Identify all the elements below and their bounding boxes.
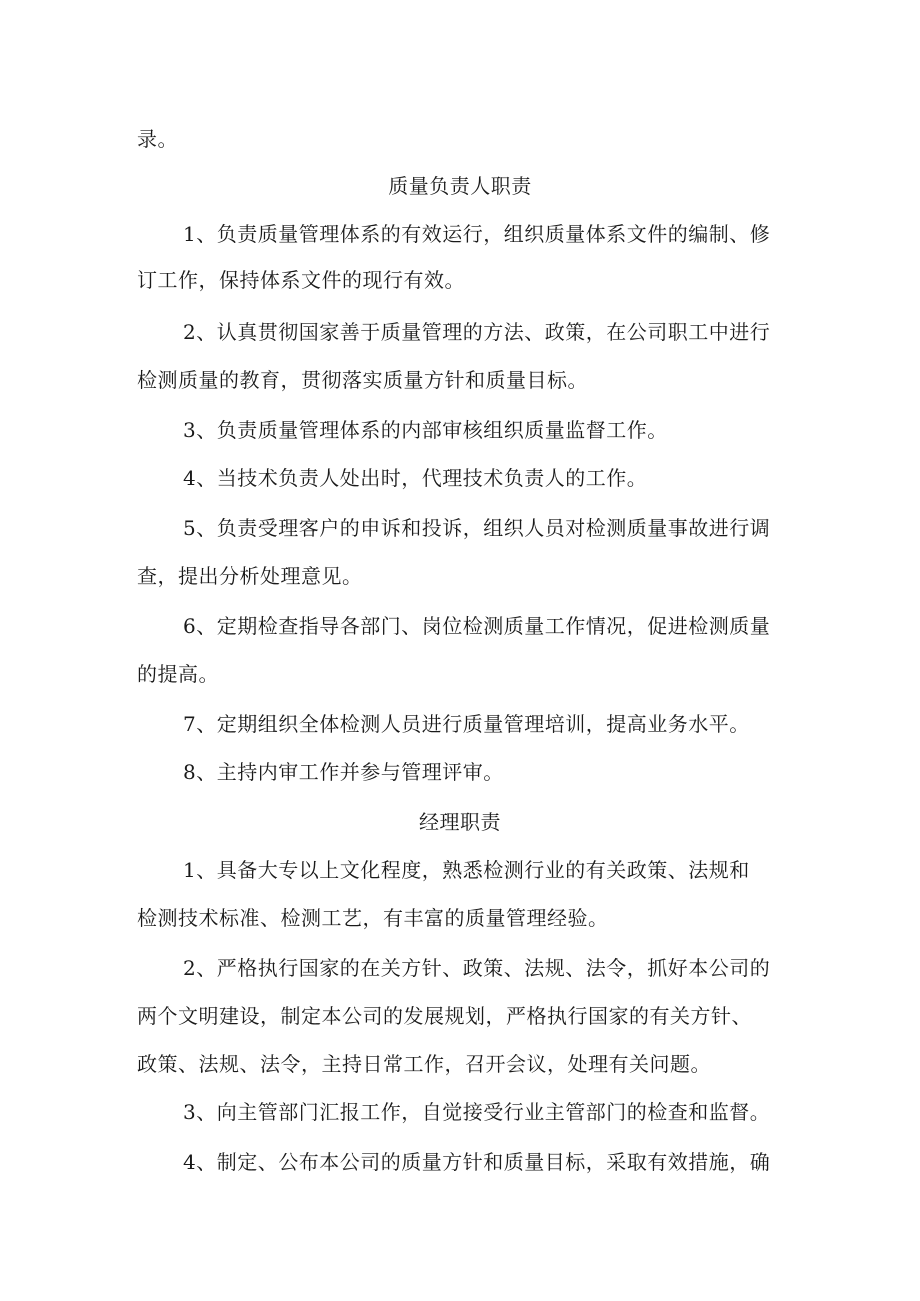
text-line: 1、负责质量管理体系的有效运行，组织质量体系文件的编制、修 bbox=[183, 222, 771, 246]
text-line: 8、主持内审工作并参与管理评审。 bbox=[183, 760, 504, 784]
section-heading-manager: 经理职责 bbox=[419, 810, 501, 834]
text-line: 4、制定、公布本公司的质量方针和质量目标，采取有效措施，确 bbox=[183, 1150, 771, 1174]
text-line: 7、定期组织全体检测人员进行质量管理培训，提高业务水平。 bbox=[183, 712, 750, 736]
text-line: 的提高。 bbox=[137, 662, 219, 686]
text-line: 3、负责质量管理体系的内部审核组织质量监督工作。 bbox=[183, 418, 668, 442]
text-line: 2、严格执行国家的在关方针、政策、法规、法令，抓好本公司的 bbox=[183, 956, 771, 980]
text-line: 3、向主管部门汇报工作，自觉接受行业主管部门的检查和监督。 bbox=[183, 1100, 771, 1124]
text-line: 检测质量的教育，贯彻落实质量方针和质量目标。 bbox=[137, 368, 588, 392]
text-line: 政策、法规、法令，主持日常工作，召开会议，处理有关问题。 bbox=[137, 1052, 711, 1076]
text-line: 查，提出分析处理意见。 bbox=[137, 564, 363, 588]
text-line: 6、定期检查指导各部门、岗位检测质量工作情况，促进检测质量 bbox=[183, 614, 771, 638]
text-line: 1、具备大专以上文化程度，熟悉检测行业的有关政策、法规和 bbox=[183, 858, 750, 882]
text-line: 录。 bbox=[137, 127, 178, 151]
text-line: 2、认真贯彻国家善于质量管理的方法、政策，在公司职工中进行 bbox=[183, 320, 771, 344]
text-line: 4、当技术负责人处出时，代理技术负责人的工作。 bbox=[183, 466, 648, 490]
text-line: 检测技术标准、检测工艺，有丰富的质量管理经验。 bbox=[137, 906, 609, 930]
text-line: 5、负责受理客户的申诉和投诉，组织人员对检测质量事故进行调 bbox=[183, 516, 771, 540]
section-heading-quality-manager: 质量负责人职责 bbox=[388, 174, 532, 198]
text-line: 两个文明建设，制定本公司的发展规划，严格执行国家的有关方针、 bbox=[137, 1004, 752, 1028]
text-line: 订工作，保持体系文件的现行有效。 bbox=[137, 268, 465, 292]
